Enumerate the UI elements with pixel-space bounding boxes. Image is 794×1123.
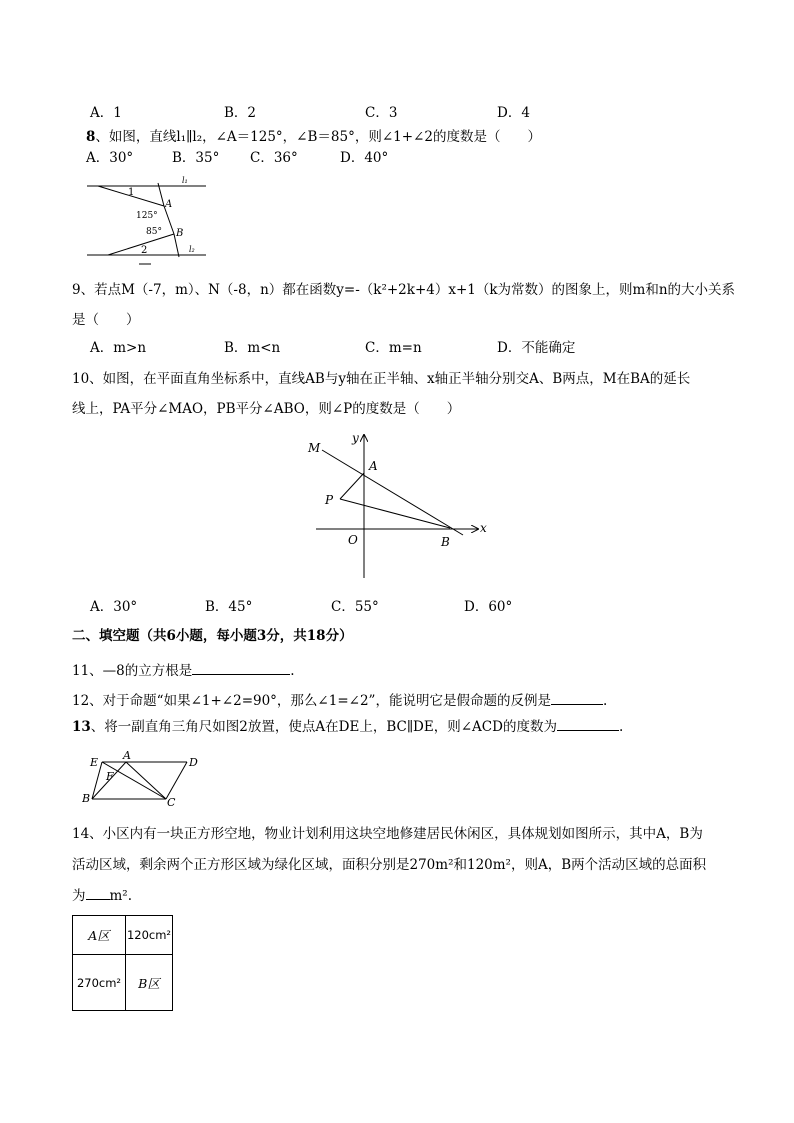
q8-fig-angle-1: 1 — [128, 187, 135, 198]
q9-option-d: D．不能确定 — [497, 340, 576, 356]
q11-text: 11、—8的立方根是 — [72, 663, 193, 679]
q13-fig-a: A — [123, 749, 131, 762]
q8-fig-85: 85° — [146, 227, 162, 237]
q14-figure-grid — [72, 915, 173, 1011]
q8-number: 8 — [86, 129, 96, 145]
q13-fig-f: F — [106, 770, 114, 783]
q13-number: 13 — [72, 719, 91, 735]
q14-line2: 活动区域，剩余两个正方形区域为绿化区域，面积分别是270m²和120m²，则A，B两个活动区域的总面积 — [72, 857, 707, 873]
q12-answer-blank — [551, 691, 603, 705]
q8-stem-text: 、如图，直线l₁∥l₂，∠A＝125°，∠B＝85°，则∠1+∠2的度数是（ ） — [95, 129, 541, 145]
q13-fig-b: B — [82, 792, 91, 805]
q11-end: . — [290, 663, 295, 679]
q14-line3-pre: 为 — [72, 888, 86, 904]
q13-text: 、将一副直角三角尺如图2放置，使点A在DE上，BC∥DE，则∠ACD的度数为 — [90, 719, 557, 735]
q14-answer-blank — [86, 886, 110, 900]
q8-fig-l2: l₂ — [189, 245, 195, 254]
q8-option-c: C．36° — [250, 150, 298, 166]
q8-fig-l1: l₁ — [182, 176, 188, 185]
q10-option-a: A．30° — [90, 599, 138, 615]
q10-option-b: B．45° — [205, 599, 253, 615]
q8-fig-point-b: B — [176, 228, 184, 239]
q14-grid-a: A区 — [73, 916, 126, 955]
q8-fig-angle-2: 2 — [141, 245, 148, 256]
q9-line2: 是（ ） — [72, 312, 140, 328]
q13-end: . — [618, 719, 624, 735]
q7-option-d: D．4 — [497, 105, 530, 121]
q10-line1: 10、如图，在平面直角坐标系中，直线AB与y轴在正半轴、x轴正半轴分别交A、B两点，M在BA的延长 — [72, 371, 691, 387]
q7-option-c: C．3 — [365, 105, 398, 121]
q14-line3-post: m². — [109, 888, 133, 904]
q10-fig-o: O — [348, 533, 358, 547]
section-2-title: 二、填空题（共6小题，每小题3分，共18分） — [72, 628, 353, 644]
q8-option-a: A．30° — [86, 150, 134, 166]
q13-answer-blank — [557, 717, 619, 731]
q10-option-d: D．60° — [464, 599, 513, 615]
q14-line1: 14、小区内有一块正方形空地，物业计划利用这块空地修建居民休闲区，具体规划如图所示，其中A，B为 — [72, 826, 703, 842]
q14-grid-b: B区 — [126, 955, 173, 1011]
q10-fig-b: B — [441, 535, 450, 549]
q13-fig-c: C — [167, 796, 176, 809]
q13-fig-d: D — [189, 756, 198, 769]
q10-fig-m: M — [308, 441, 321, 455]
q10-fig-y: y — [352, 431, 359, 445]
q9-line1: 9、若点M（-7，m）、N（-8，n）都在函数y=-（k²+2k+4）x+1（k为常数）的图象上，则m和n的大小关系 — [72, 282, 736, 298]
q8-stem — [86, 128, 541, 146]
q8-figure — [84, 168, 214, 266]
q12-text: 12、对于命题“如果∠1+∠2=90°，那么∠1=∠2”，能说明它是假命题的反例是 — [72, 693, 551, 709]
q10-fig-p: P — [325, 493, 334, 507]
q9-option-a: A．m>n — [90, 340, 147, 356]
q8-option-b: B．35° — [172, 150, 220, 166]
q12-end: . — [602, 693, 608, 709]
q12 — [72, 691, 607, 710]
q8-fig-125: 125° — [136, 211, 158, 221]
q7-option-b: B．2 — [224, 105, 257, 121]
q13-figure — [82, 748, 212, 810]
q9-option-b: B．m<n — [224, 340, 281, 356]
q10-fig-x: x — [480, 521, 487, 535]
q14-line3 — [72, 886, 132, 905]
q10-fig-a: A — [369, 459, 378, 473]
q10-figure — [300, 428, 492, 584]
q14-grid-120: 120cm² — [126, 916, 173, 955]
q8-fig-point-a: A — [165, 199, 173, 210]
q13-fig-e: E — [90, 756, 99, 769]
q10-line2: 线上，PA平分∠MAO，PB平分∠ABO，则∠P的度数是（ ） — [72, 401, 461, 417]
q13 — [72, 717, 623, 736]
q11 — [72, 661, 295, 680]
q14-grid-270: 270cm² — [73, 955, 126, 1011]
q8-option-d: D．40° — [340, 150, 389, 166]
q10-option-c: C．55° — [331, 599, 379, 615]
q7-option-a: A．1 — [90, 105, 122, 121]
q11-answer-blank — [192, 661, 290, 675]
q9-option-c: C．m=n — [365, 340, 422, 356]
